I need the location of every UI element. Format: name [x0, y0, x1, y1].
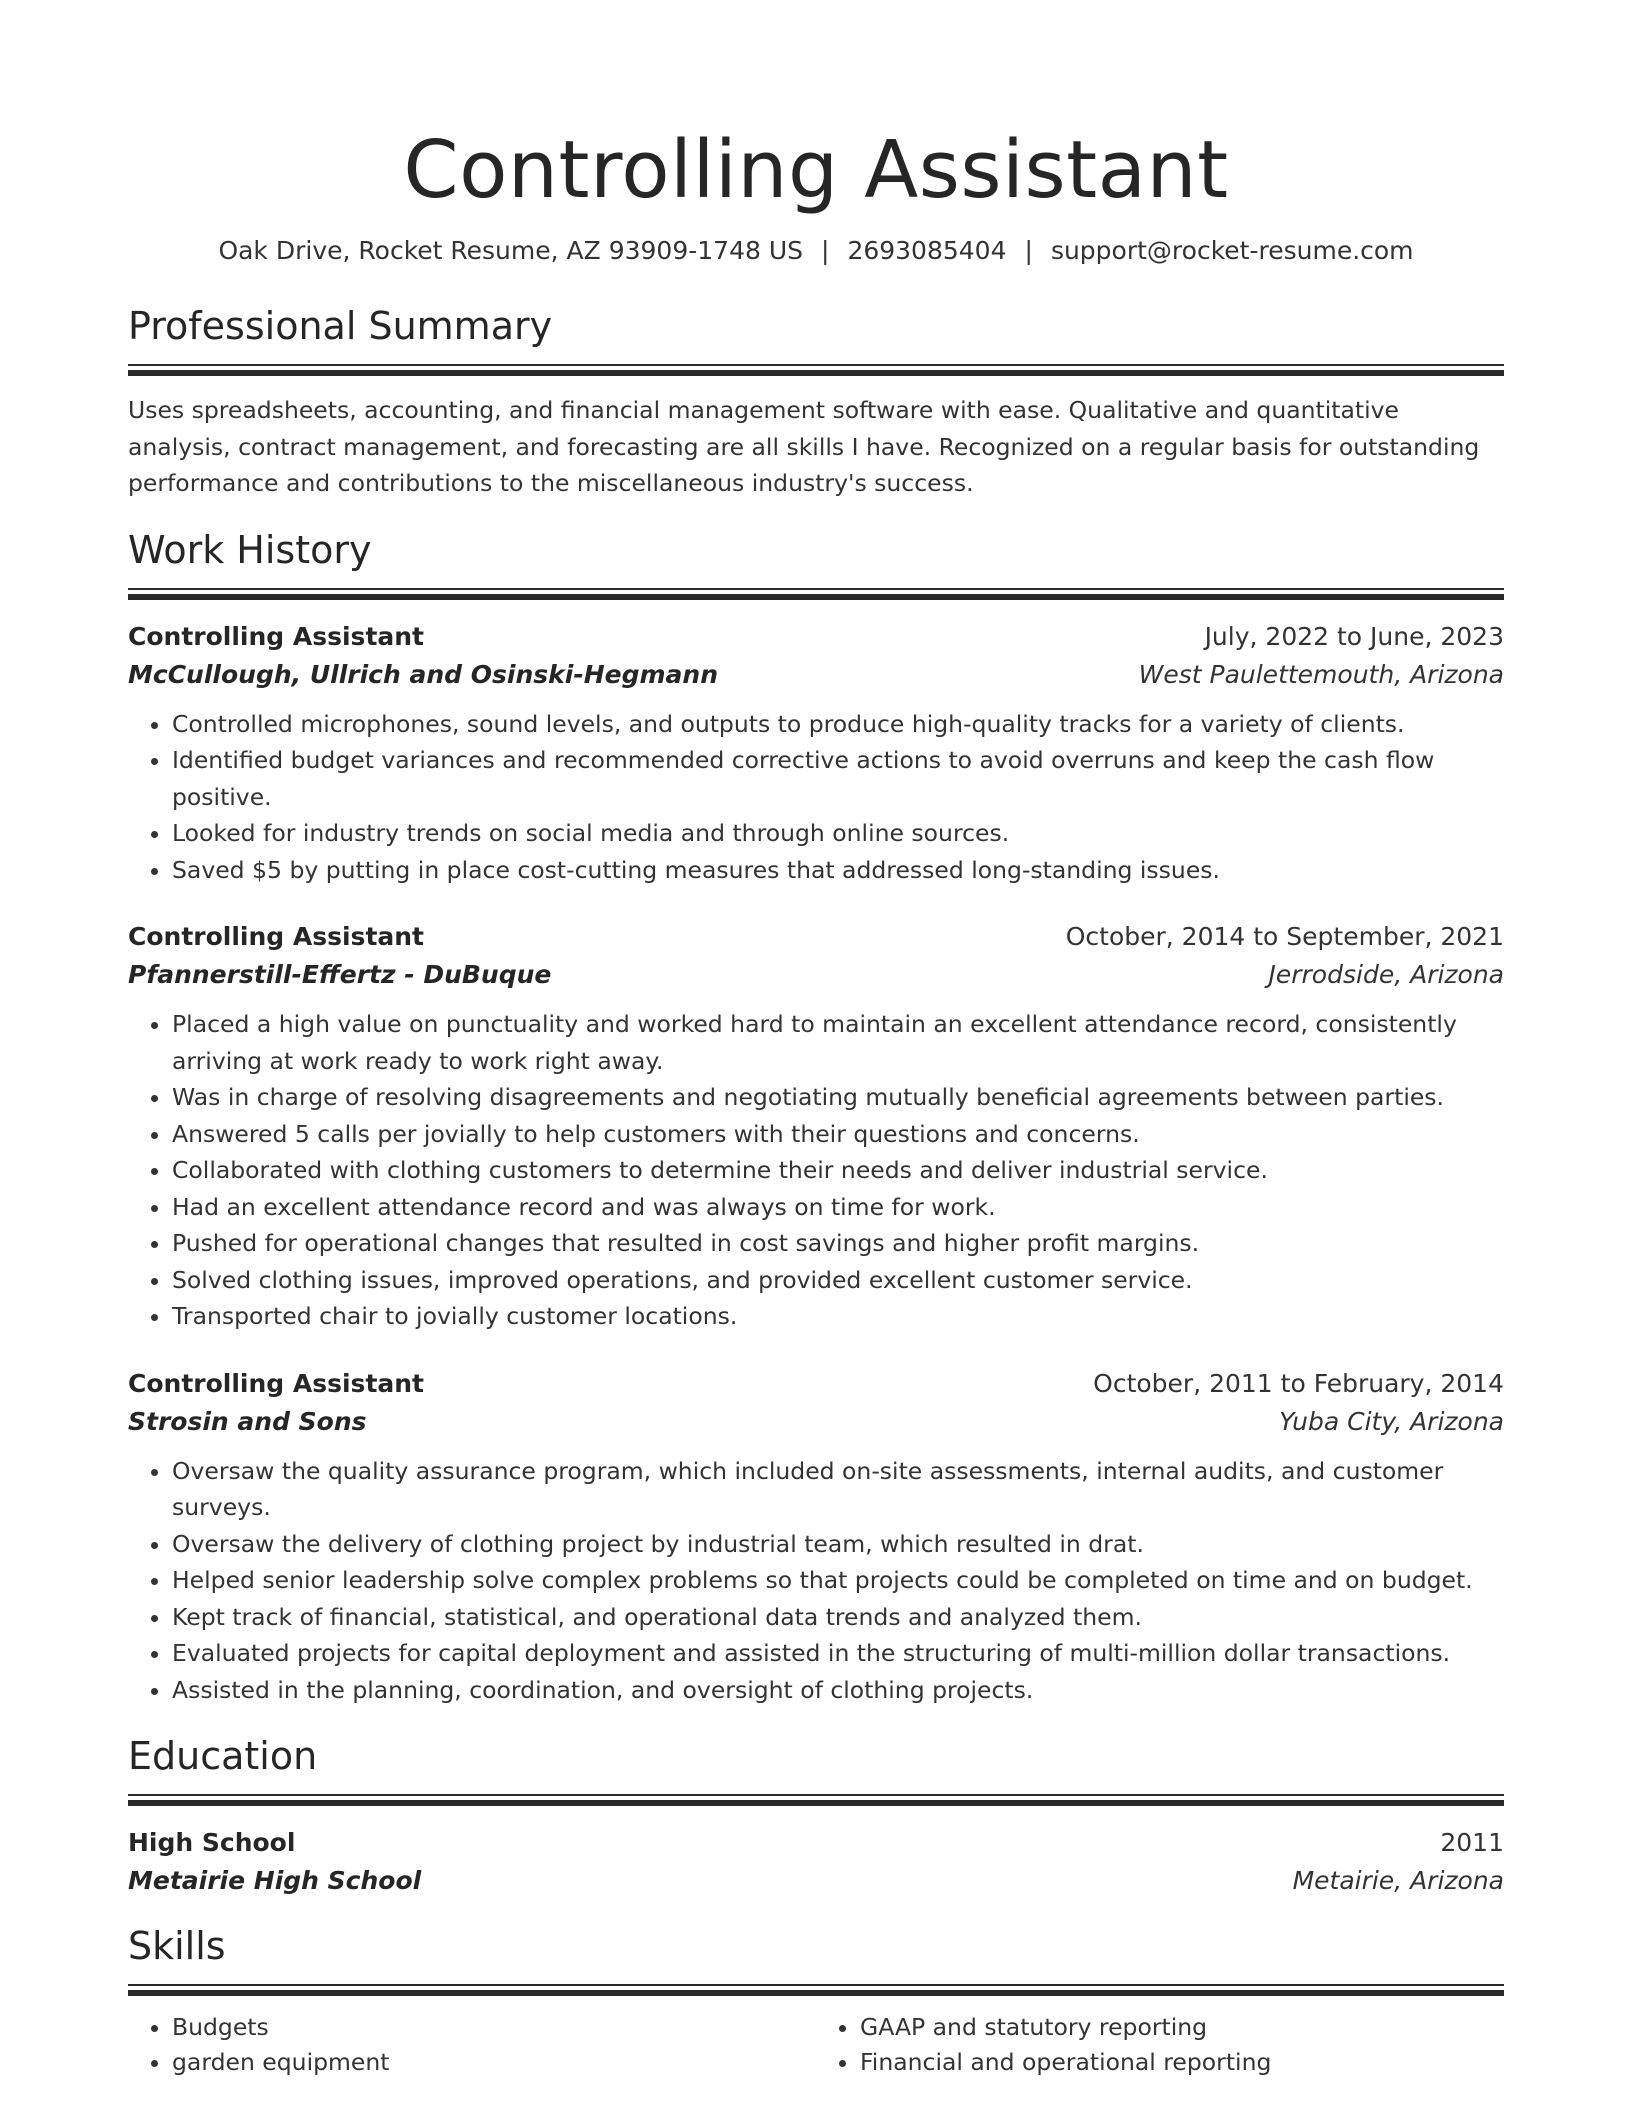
- contact-address: Oak Drive, Rocket Resume, AZ 93909-1748 US: [218, 236, 803, 265]
- job-title: Controlling Assistant: [128, 1368, 425, 1398]
- job-entry: [128, 918, 1504, 1335]
- list-item: • Assisted in the planning, coordination, and oversight of clothing projects.: [172, 1672, 1504, 1709]
- list-item: • Oversaw the quality assurance program, which included on-site assessments, internal audits, and customer surveys.: [172, 1453, 1504, 1526]
- skills-section: [128, 1922, 1504, 2080]
- list-item: • Solved clothing issues, improved operations, and provided excellent customer service.: [172, 1262, 1504, 1299]
- list-item: • Pushed for operational changes that resulted in cost savings and higher profit margins.: [172, 1225, 1504, 1262]
- contact-email: support@rocket-resume.com: [1050, 236, 1414, 265]
- list-item: • Was in charge of resolving disagreements and negotiating mutually beneficial agreements between parties.: [172, 1079, 1504, 1116]
- section-divider: [128, 1984, 1504, 1996]
- skills-heading: Skills: [128, 1924, 226, 1968]
- job-bullets: [128, 706, 1504, 889]
- list-item: • garden equipment: [172, 2045, 816, 2080]
- list-item: • Placed a high value on punctuality and worked hard to maintain an excellent attendance record, consistently arriving at work ready to work right away.: [172, 1006, 1504, 1079]
- resume-name: Controlling Assistant: [403, 124, 1229, 216]
- job-dates: October, 2014 to September, 2021: [1065, 922, 1504, 951]
- section-divider: [128, 588, 1504, 600]
- job-location: West Paulettemouth, Arizona: [1138, 659, 1504, 689]
- list-item: • Budgets: [172, 2010, 816, 2045]
- list-item: • Evaluated projects for capital deployment and assisted in the structuring of multi-million dollar transactions.: [172, 1635, 1504, 1672]
- job-location: Jerrodside, Arizona: [1268, 960, 1504, 989]
- job-bullets: [128, 1453, 1504, 1709]
- list-item: • Looked for industry trends on social media and through online sources.: [172, 815, 1504, 852]
- list-item: • Oversaw the delivery of clothing project by industrial team, which resulted in drat.: [172, 1526, 1504, 1563]
- skills-list: [128, 2010, 1504, 2080]
- list-item: • Transported chair to jovially customer locations.: [172, 1298, 1504, 1335]
- list-item: • Helped senior leadership solve complex problems so that projects could be completed on time and on budget.: [172, 1562, 1504, 1599]
- education-school: Metairie High School: [128, 1866, 422, 1895]
- education-heading: Education: [128, 1734, 318, 1778]
- contact-separator: |: [821, 236, 830, 265]
- education-year: 2011: [1440, 1828, 1504, 1857]
- job-dates: July, 2022 to June, 2023: [1204, 621, 1504, 651]
- job-location: Yuba City, Arizona: [1279, 1406, 1504, 1436]
- contact-line: [128, 234, 1504, 268]
- list-item: • Collaborated with clothing customers to determine their needs and deliver industrial service.: [172, 1152, 1504, 1189]
- list-item: • Controlled microphones, sound levels, and outputs to produce high-quality tracks for a variety of clients.: [172, 706, 1504, 743]
- work-history-heading: Work History: [128, 527, 372, 572]
- skills-column-right: [816, 2010, 1504, 2080]
- list-item: • Had an excellent attendance record and was always on time for work.: [172, 1189, 1504, 1226]
- education-section: [128, 1732, 1504, 1900]
- contact-phone: 2693085404: [847, 236, 1007, 265]
- section-divider: [128, 1794, 1504, 1806]
- list-item: • GAAP and statutory reporting: [860, 2010, 1504, 2045]
- list-item: • Financial and operational reporting: [860, 2045, 1504, 2080]
- list-item: • Kept track of financial, statistical, and operational data trends and analyzed them.: [172, 1599, 1504, 1636]
- job-dates: October, 2011 to February, 2014: [1093, 1368, 1504, 1398]
- job-company: Pfannerstill-Effertz - DuBuque: [128, 960, 552, 989]
- education-location: Metairie, Arizona: [1292, 1866, 1504, 1895]
- job-company: Strosin and Sons: [128, 1406, 367, 1436]
- summary-text: Uses spreadsheets, accounting, and financial management software with ease. Qualitative and quantitative analysis, contract management, and forecasting are all skills I have. Recognized on a regular basis for outstanding performance and contributions to the miscellaneous industry's success.: [128, 396, 1480, 497]
- job-title: Controlling Assistant: [128, 922, 425, 951]
- section-divider: [128, 364, 1504, 376]
- list-item: • Saved $5 by putting in place cost-cutting measures that addressed long-standing issues.: [172, 852, 1504, 889]
- summary-heading: Professional Summary: [128, 304, 553, 348]
- job-company: McCullough, Ullrich and Osinski-Hegmann: [128, 659, 719, 689]
- job-entry: [128, 1365, 1504, 1709]
- summary-section: [128, 302, 1504, 502]
- contact-separator: |: [1024, 236, 1033, 265]
- job-bullets: [128, 1006, 1504, 1335]
- skills-column-left: [128, 2010, 816, 2080]
- work-history-section: [128, 526, 1504, 1709]
- list-item: • Answered 5 calls per jovially to help customers with their questions and concerns.: [172, 1116, 1504, 1153]
- list-item: • Identified budget variances and recommended corrective actions to avoid overruns and keep the cash flow positive.: [172, 742, 1504, 815]
- education-degree: High School: [128, 1828, 296, 1857]
- job-entry: [128, 618, 1504, 889]
- job-title: Controlling Assistant: [128, 621, 425, 651]
